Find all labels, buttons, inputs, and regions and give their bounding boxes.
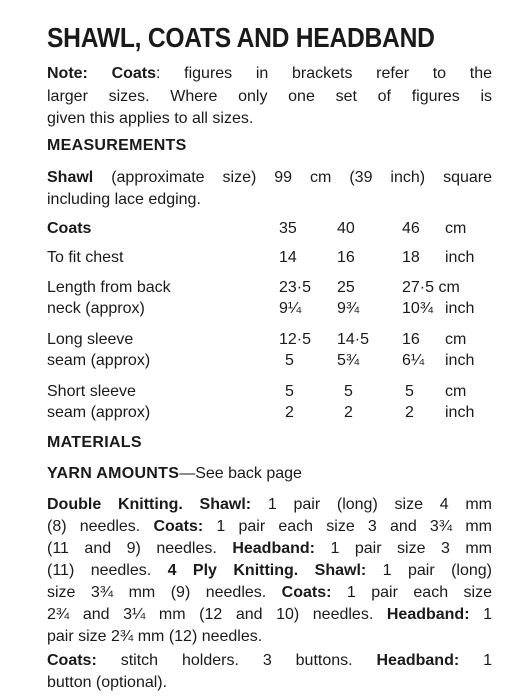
table-cell: 14·5 — [337, 331, 370, 348]
table-cell: 6¼ — [402, 352, 425, 369]
shawl-line-1 — [47, 167, 492, 188]
coats-label: Coats: — [153, 518, 204, 535]
needles-text: (11 and 9) needles. — [47, 540, 233, 557]
table-cell: cm — [445, 220, 467, 237]
needles-line-5 — [47, 582, 492, 603]
table-row-length-cm — [47, 279, 497, 301]
table-cell: seam (approx) — [47, 352, 151, 369]
table-cell: To fit chest — [47, 249, 124, 266]
table-cell: neck (approx) — [47, 300, 145, 317]
note-line-1 — [47, 63, 492, 84]
page-title: SHAWL, COATS AND HEADBAND — [47, 22, 435, 53]
table-cell: Long sleeve — [47, 331, 134, 348]
yarn-amounts-line — [47, 463, 492, 484]
table-row-short-sleeve-cm — [47, 383, 497, 405]
table-cell: 9¾ — [337, 300, 360, 317]
coats-label: Coats: — [47, 652, 97, 669]
shawl-label: Shawl — [47, 169, 94, 186]
coats-label: Coats: — [281, 584, 332, 601]
shawl-line-2: including lace edging. — [47, 191, 201, 208]
table-cell: 2 — [285, 404, 294, 421]
needles-line-9: button (optional). — [47, 674, 168, 691]
table-cell: 12·5 — [279, 331, 312, 348]
table-row-coats — [47, 220, 497, 242]
needles-text: (8) needles. — [47, 518, 154, 535]
table-cell: 27·5 cm — [402, 279, 460, 296]
measurements-heading: MEASUREMENTS — [47, 137, 187, 154]
table-cell: 5 — [405, 383, 414, 400]
table-cell: 18 — [402, 249, 420, 266]
needles-text: 1 — [469, 606, 493, 623]
table-cell: Length from back — [47, 279, 171, 296]
table-cell: cm — [445, 383, 467, 400]
table-cell: 16 — [402, 331, 420, 348]
needles-line-4 — [47, 560, 492, 581]
table-cell: 5 — [344, 383, 353, 400]
table-cell: 14 — [279, 249, 297, 266]
table-cell: Coats — [47, 220, 92, 237]
table-cell: inch — [445, 249, 475, 266]
needles-text: stitch holders. 3 buttons. — [96, 652, 377, 669]
table-cell: 5 — [285, 352, 294, 369]
table-row-length-inch — [47, 300, 497, 322]
yarn-amounts-text: —See back page — [179, 465, 302, 482]
headband-label: Headband: — [376, 652, 460, 669]
table-cell: 23·5 — [279, 279, 312, 296]
note-coats-label: Coats — [111, 65, 157, 82]
table-cell: 25 — [337, 279, 355, 296]
note-line-3: given this applies to all sizes. — [47, 110, 254, 127]
table-cell: seam (approx) — [47, 404, 151, 421]
needles-line-3 — [47, 538, 492, 559]
table-row-long-sleeve-inch — [47, 352, 497, 374]
yarn-amounts-label: YARN AMOUNTS — [47, 465, 180, 482]
table-cell: 46 — [402, 220, 420, 237]
needles-text: 1 — [459, 652, 492, 669]
table-cell: 5 — [285, 383, 294, 400]
note-line-1-text: : figures in brackets refer to the — [156, 65, 492, 82]
table-cell: 40 — [337, 220, 355, 237]
headband-label: Headband: — [386, 606, 470, 623]
table-cell: inch — [445, 404, 475, 421]
needles-text: 2¾ and 3¼ mm (12 and 10) needles. — [47, 606, 387, 623]
four-ply-shawl-label: 4 Ply Knitting. Shawl: — [167, 562, 367, 579]
double-knitting-shawl-label: Double Knitting. Shawl: — [47, 496, 252, 513]
note-line-2: larger sizes. Where only one set of figures is — [47, 88, 492, 105]
table-row-chest — [47, 249, 497, 271]
note-label: Note: — [47, 65, 88, 82]
needles-text: 1 pair size 3 mm — [314, 540, 493, 557]
table-cell: 16 — [337, 249, 355, 266]
table-cell: 10¾ — [402, 300, 434, 317]
table-cell: 2 — [405, 404, 414, 421]
materials-heading: MATERIALS — [47, 434, 142, 451]
table-cell: cm — [445, 331, 467, 348]
needles-line-7: pair size 2¾ mm (12) needles. — [47, 628, 263, 645]
shawl-line-1-text: (approximate size) 99 cm (39 inch) square — [93, 169, 492, 186]
table-cell: inch — [445, 352, 475, 369]
needles-line-2 — [47, 516, 492, 537]
table-row-short-sleeve-inch — [47, 404, 497, 426]
table-cell: 5¾ — [337, 352, 360, 369]
needles-text: (11) needles. — [47, 562, 168, 579]
table-cell: Short sleeve — [47, 383, 136, 400]
table-cell: 35 — [279, 220, 297, 237]
needles-text: 1 pair (long) — [366, 562, 492, 579]
needles-text: size 3¾ mm (9) needles. — [47, 584, 282, 601]
table-row-long-sleeve-cm — [47, 331, 497, 353]
headband-label: Headband: — [232, 540, 315, 557]
needles-line-8 — [47, 650, 492, 671]
needles-line-6 — [47, 604, 492, 625]
needles-text: 1 pair (long) size 4 mm — [251, 496, 492, 513]
table-cell: 2 — [344, 404, 353, 421]
table-cell: inch — [445, 300, 475, 317]
needles-text: 1 pair each size — [331, 584, 492, 601]
needles-line-1 — [47, 494, 492, 515]
table-cell: 9¼ — [279, 300, 302, 317]
needles-text: 1 pair each size 3 and 3¾ mm — [203, 518, 492, 535]
